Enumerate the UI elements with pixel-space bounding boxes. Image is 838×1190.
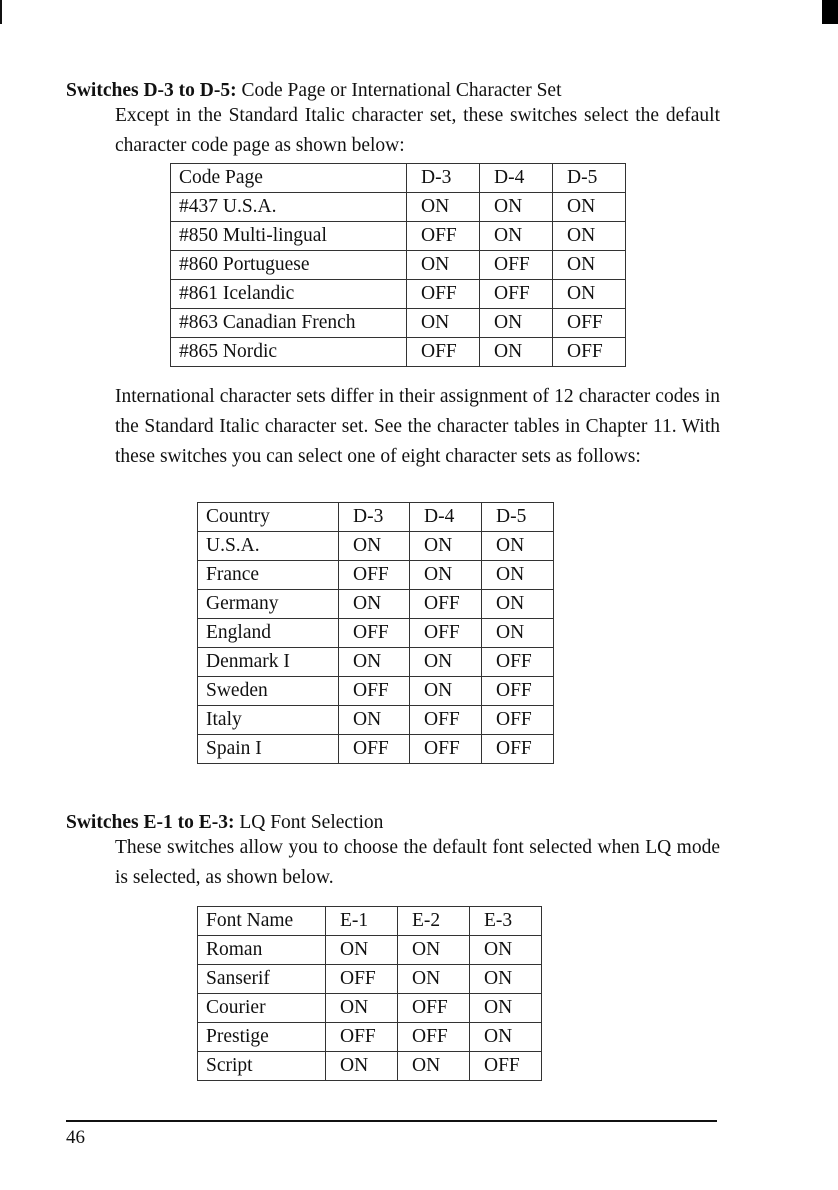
code-page-table-header-cell: D-5 [553,164,626,193]
country-table-switch-value: OFF [339,677,410,706]
section-heading-d [66,79,562,103]
code-page-table-switch-value: ON [553,280,626,309]
country-table-row [198,648,554,677]
code-page-table-row [171,280,626,309]
country-table-row [198,706,554,735]
font-table-switch-value: ON [470,1023,542,1052]
font-table-label-cell: Prestige [198,1023,326,1052]
font-table-row [198,936,542,965]
font-table-row [198,1052,542,1081]
code-page-table-switch-value: ON [553,251,626,280]
country-table-switch-value: ON [339,590,410,619]
font-table-switch-value: ON [398,936,470,965]
font-table-label-cell: Sanserif [198,965,326,994]
code-page-table-label-cell: #437 U.S.A. [171,193,407,222]
code-page-table-label-cell: #850 Multi-lingual [171,222,407,251]
code-page-table-row [171,338,626,367]
country-table-header-cell: D-3 [339,503,410,532]
code-page-table-switch-value: ON [553,222,626,251]
font-table-switch-value: ON [326,1052,398,1081]
country-table-row [198,561,554,590]
font-table-switch-value: ON [398,1052,470,1081]
font-table-row [198,994,542,1023]
font-table-switch-value: ON [326,994,398,1023]
font-table-header-cell: E-3 [470,907,542,936]
code-page-table-switch-value: OFF [407,280,480,309]
section-heading-e [66,811,383,835]
scan-edge-mark-left [0,0,2,24]
country-table-header-cell: D-5 [482,503,554,532]
section-heading-e-title: LQ Font Selection [234,812,384,833]
country-table-switch-value: ON [339,706,410,735]
code-page-table-switch-value: ON [553,193,626,222]
country-table-switch-value: OFF [410,619,482,648]
country-table-switch-value: OFF [482,677,554,706]
font-table-label-cell: Roman [198,936,326,965]
country-table-label-cell: Italy [198,706,339,735]
font-table-switch-value: ON [470,965,542,994]
section-d-intro: Except in the Standard Italic character set, these switches select the default character code page as shown below: [115,105,720,156]
font-table-header-cell: E-2 [398,907,470,936]
code-page-table-header-row [171,164,626,193]
code-page-table-label-cell: #861 Icelandic [171,280,407,309]
country-table-switch-value: OFF [482,648,554,677]
code-page-table-switch-value: OFF [480,251,553,280]
code-page-table-switch-value: ON [480,309,553,338]
font-table-switch-value: ON [398,965,470,994]
code-page-table-row [171,251,626,280]
code-page-table-switch-value: OFF [407,222,480,251]
font-table-header-cell: Font Name [198,907,326,936]
code-page-table [170,163,626,367]
code-page-table-switch-value: ON [480,222,553,251]
font-table-switch-value: OFF [398,1023,470,1052]
section-heading-d-bold: Switches D-3 to D-5: [66,80,237,101]
country-table-switch-value: ON [482,619,554,648]
country-table-switch-value: OFF [339,619,410,648]
country-table-switch-value: ON [482,590,554,619]
country-table-switch-value: OFF [410,590,482,619]
country-table-switch-value: ON [410,561,482,590]
font-table-switch-value: ON [470,936,542,965]
country-table-switch-value: ON [410,677,482,706]
font-table-label-cell: Script [198,1052,326,1081]
font-table-switch-value: OFF [326,965,398,994]
code-page-table-header-cell: Code Page [171,164,407,193]
country-table-switch-value: ON [339,648,410,677]
international-charset-text: International character sets differ in their assignment of 12 character codes in the Standard Italic character set. See the character tables in Chapter 11. With these switches you can select one of eight character sets as follows: [115,386,720,467]
country-table-label-cell: Denmark I [198,648,339,677]
country-table-label-cell: Sweden [198,677,339,706]
font-table-label-cell: Courier [198,994,326,1023]
country-table-row [198,735,554,764]
font-table-switch-value: OFF [398,994,470,1023]
country-table-label-cell: England [198,619,339,648]
code-page-table-row [171,222,626,251]
country-table-label-cell: France [198,561,339,590]
section-heading-e-bold: Switches E-1 to E-3: [66,812,235,833]
country-table-label-cell: U.S.A. [198,532,339,561]
font-table-switch-value: ON [326,936,398,965]
code-page-table-switch-value: ON [480,338,553,367]
section-e-intro: These switches allow you to choose the default font selected when LQ mode is selected, as shown below. [115,837,720,888]
country-table [197,502,554,764]
country-table-header-cell: Country [198,503,339,532]
country-table-row [198,590,554,619]
country-table-switch-value: OFF [339,561,410,590]
code-page-table-label-cell: #860 Portuguese [171,251,407,280]
code-page-table-header-cell: D-3 [407,164,480,193]
country-table-switch-value: ON [410,648,482,677]
scan-edge-mark-right [822,0,838,24]
country-table-switch-value: OFF [482,706,554,735]
font-table [197,906,542,1081]
code-page-table-header-cell: D-4 [480,164,553,193]
font-table-row [198,965,542,994]
footer-rule [66,1120,717,1122]
font-table-header-cell: E-1 [326,907,398,936]
country-table-switch-value: OFF [410,735,482,764]
code-page-table-switch-value: ON [480,193,553,222]
country-table-switch-value: ON [339,532,410,561]
page-number: 46 [66,1127,85,1148]
section-heading-d-title: Code Page or International Character Set [236,80,562,101]
code-page-table-switch-value: OFF [553,309,626,338]
font-table-body [198,907,542,1081]
country-table-row [198,532,554,561]
country-table-row [198,677,554,706]
font-table-switch-value: OFF [326,1023,398,1052]
country-table-switch-value: OFF [482,735,554,764]
code-page-table-switch-value: OFF [553,338,626,367]
code-page-table-switch-value: OFF [480,280,553,309]
country-table-switch-value: ON [410,532,482,561]
country-table-header-row [198,503,554,532]
code-page-table-row [171,309,626,338]
code-page-table-label-cell: #865 Nordic [171,338,407,367]
code-page-table-body [171,164,626,367]
country-table-switch-value: OFF [410,706,482,735]
country-table-switch-value: ON [482,532,554,561]
code-page-table-switch-value: ON [407,251,480,280]
country-table-switch-value: OFF [339,735,410,764]
code-page-table-row [171,193,626,222]
country-table-body [198,503,554,764]
country-table-header-cell: D-4 [410,503,482,532]
code-page-table-switch-value: ON [407,309,480,338]
country-table-label-cell: Spain I [198,735,339,764]
font-table-switch-value: ON [470,994,542,1023]
font-table-row [198,1023,542,1052]
country-table-switch-value: ON [482,561,554,590]
country-table-label-cell: Germany [198,590,339,619]
code-page-table-switch-value: OFF [407,338,480,367]
country-table-row [198,619,554,648]
code-page-table-switch-value: ON [407,193,480,222]
font-table-switch-value: OFF [470,1052,542,1081]
font-table-header-row [198,907,542,936]
code-page-table-label-cell: #863 Canadian French [171,309,407,338]
